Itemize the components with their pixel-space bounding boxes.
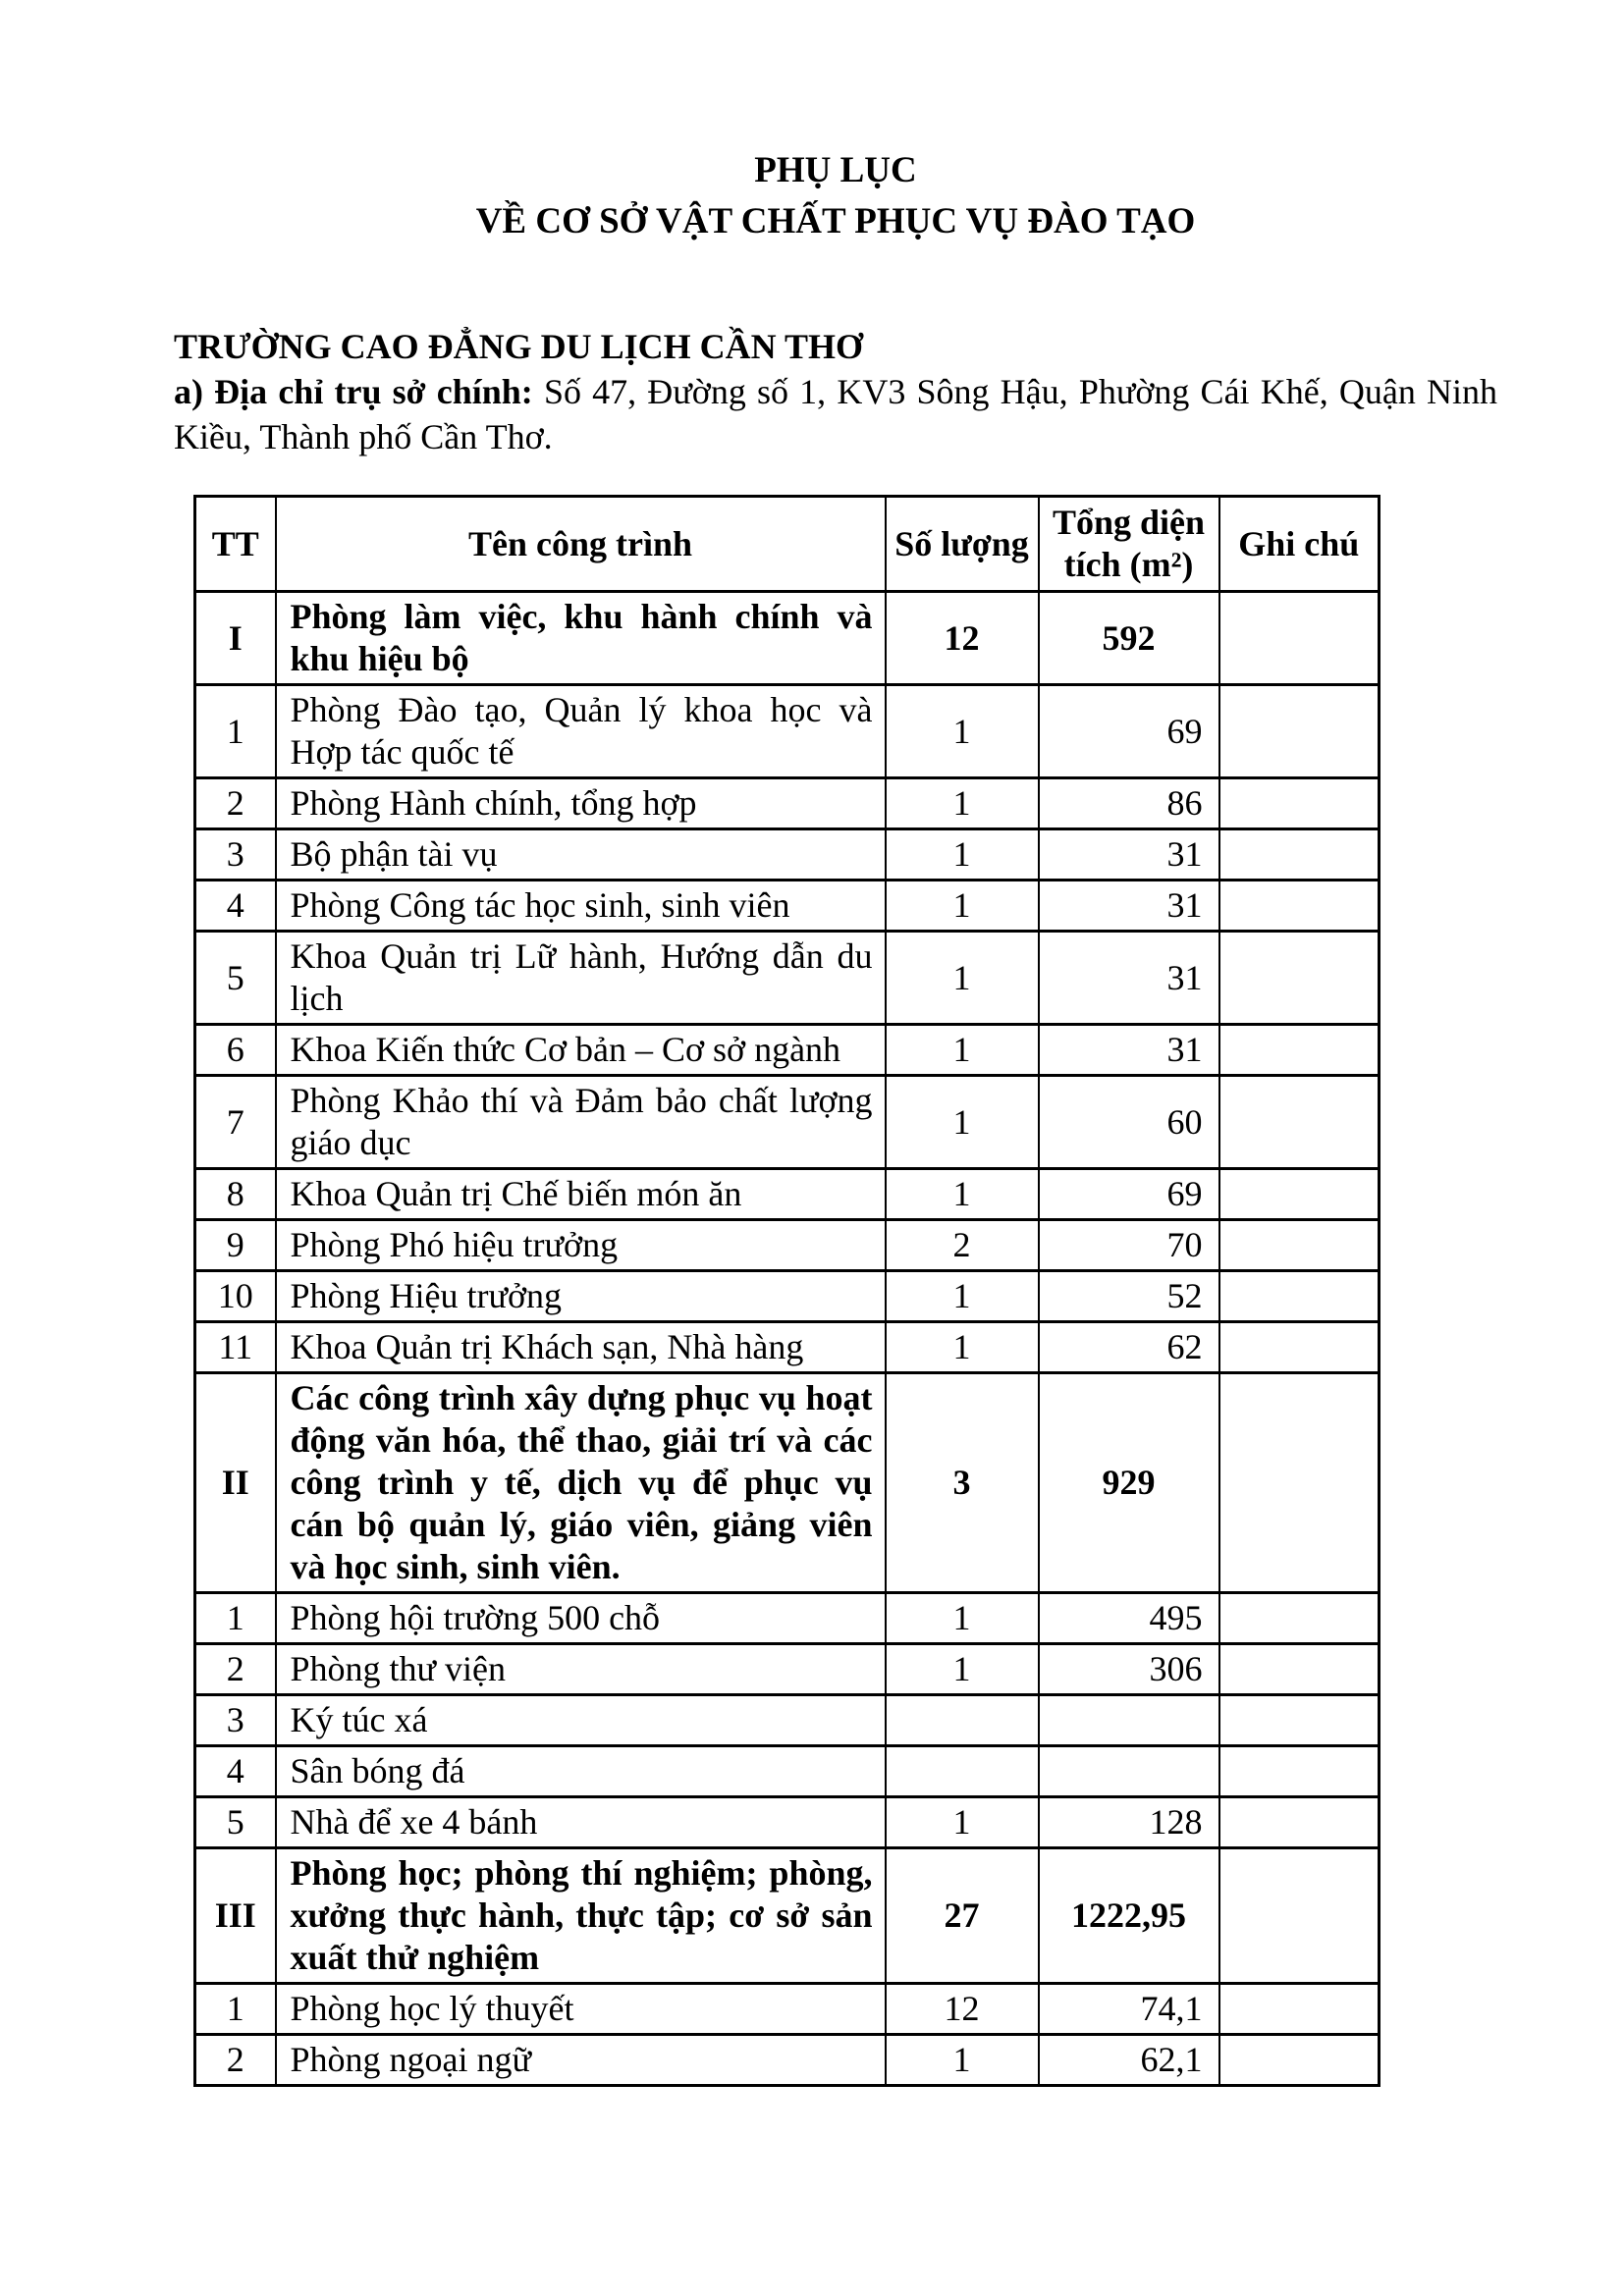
row-index-cell: 9: [195, 1220, 276, 1271]
facility-name-cell: Phòng Hành chính, tổng hợp: [276, 778, 886, 829]
note-cell: [1219, 1169, 1380, 1220]
row-index-cell: 5: [195, 1797, 276, 1848]
note-cell: [1219, 1746, 1380, 1797]
header-cell-note: Ghi chú: [1219, 497, 1380, 592]
row-index-cell: I: [195, 592, 276, 685]
note-cell: [1219, 1220, 1380, 1271]
quantity-cell: 12: [886, 592, 1039, 685]
note-cell: [1219, 1373, 1380, 1593]
school-name: TRƯỜNG CAO ĐẲNG DU LỊCH CẦN THƠ: [174, 327, 864, 366]
note-cell: [1219, 1076, 1380, 1169]
row-index-cell: 4: [195, 1746, 276, 1797]
facility-name-cell: Phòng Đào tạo, Quản lý khoa học và Hợp tác quốc tế: [276, 685, 886, 778]
table-row: [195, 1593, 1380, 1644]
note-cell: [1219, 778, 1380, 829]
area-cell: 69: [1039, 1169, 1219, 1220]
section-row: [195, 592, 1380, 685]
header-row: [195, 497, 1380, 592]
table-row: [195, 829, 1380, 881]
area-cell: 592: [1039, 592, 1219, 685]
quantity-cell: 1: [886, 1076, 1039, 1169]
facility-name-cell: Phòng Khảo thí và Đảm bảo chất lượng giáo dục: [276, 1076, 886, 1169]
table-row: [195, 1025, 1380, 1076]
area-cell: 31: [1039, 932, 1219, 1025]
header-cell-area: Tổng diện tích (m²): [1039, 497, 1219, 592]
table-row: [195, 685, 1380, 778]
row-index-cell: 5: [195, 932, 276, 1025]
row-index-cell: 1: [195, 1593, 276, 1644]
area-cell: 31: [1039, 1025, 1219, 1076]
table-row: [195, 932, 1380, 1025]
quantity-cell: 1: [886, 685, 1039, 778]
area-cell: 31: [1039, 881, 1219, 932]
facility-name-cell: Sân bóng đá: [276, 1746, 886, 1797]
quantity-cell: 1: [886, 1271, 1039, 1322]
row-index-cell: 4: [195, 881, 276, 932]
row-index-cell: 3: [195, 829, 276, 881]
row-index-cell: III: [195, 1848, 276, 1984]
area-cell: 1222,95: [1039, 1848, 1219, 1984]
area-cell: 60: [1039, 1076, 1219, 1169]
quantity-cell: 2: [886, 1220, 1039, 1271]
header-cell-tt: TT: [195, 497, 276, 592]
row-index-cell: 1: [195, 685, 276, 778]
facility-name-cell: Phòng Phó hiệu trưởng: [276, 1220, 886, 1271]
table-row: [195, 1271, 1380, 1322]
table-row: [195, 881, 1380, 932]
note-cell: [1219, 829, 1380, 881]
area-cell: 69: [1039, 685, 1219, 778]
area-cell: 62: [1039, 1322, 1219, 1373]
address-label: a) Địa chỉ trụ sở chính:: [174, 372, 533, 411]
row-index-cell: 6: [195, 1025, 276, 1076]
facilities-table: [193, 495, 1380, 2087]
header-cell-name: Tên công trình: [276, 497, 886, 592]
facility-name-cell: Khoa Quản trị Lữ hành, Hướng dẫn du lịch: [276, 932, 886, 1025]
quantity-cell: 1: [886, 829, 1039, 881]
facility-name-cell: Phòng Công tác học sinh, sinh viên: [276, 881, 886, 932]
note-cell: [1219, 1695, 1380, 1746]
quantity-cell: [886, 1746, 1039, 1797]
table-row: [195, 1746, 1380, 1797]
facility-name-cell: Các công trình xây dựng phục vụ hoạt động văn hóa, thể thao, giải trí và các công trình y tế, dịch vụ để phục vụ cán bộ quản lý, giáo viên, giảng viên và học sinh, sinh viên.: [276, 1373, 886, 1593]
quantity-cell: 3: [886, 1373, 1039, 1593]
row-index-cell: 11: [195, 1322, 276, 1373]
note-cell: [1219, 685, 1380, 778]
quantity-cell: [886, 1695, 1039, 1746]
quantity-cell: 1: [886, 2035, 1039, 2086]
section-row: [195, 1848, 1380, 1984]
facility-name-cell: Phòng hội trường 500 chỗ: [276, 1593, 886, 1644]
area-cell: [1039, 1695, 1219, 1746]
facility-name-cell: Khoa Quản trị Chế biến món ăn: [276, 1169, 886, 1220]
facilities-table-header: [195, 497, 1380, 592]
table-row: [195, 1797, 1380, 1848]
row-index-cell: 8: [195, 1169, 276, 1220]
quantity-cell: 1: [886, 881, 1039, 932]
table-row: [195, 2035, 1380, 2086]
area-cell: 74,1: [1039, 1984, 1219, 2035]
note-cell: [1219, 932, 1380, 1025]
area-cell: 62,1: [1039, 2035, 1219, 2086]
document-title-line1: PHỤ LỤC: [754, 150, 917, 190]
quantity-cell: 1: [886, 1593, 1039, 1644]
quantity-cell: 1: [886, 1025, 1039, 1076]
quantity-cell: 27: [886, 1848, 1039, 1984]
row-index-cell: II: [195, 1373, 276, 1593]
table-row: [195, 1322, 1380, 1373]
facility-name-cell: Ký túc xá: [276, 1695, 886, 1746]
facility-name-cell: Phòng làm việc, khu hành chính và khu hiệu bộ: [276, 592, 886, 685]
area-cell: 52: [1039, 1271, 1219, 1322]
facility-name-cell: Khoa Kiến thức Cơ bản – Cơ sở ngành: [276, 1025, 886, 1076]
facility-name-cell: Phòng Hiệu trưởng: [276, 1271, 886, 1322]
quantity-cell: 1: [886, 1169, 1039, 1220]
document-title: [174, 145, 1497, 247]
note-cell: [1219, 1984, 1380, 2035]
table-row: [195, 1644, 1380, 1695]
note-cell: [1219, 1322, 1380, 1373]
quantity-cell: 1: [886, 932, 1039, 1025]
row-index-cell: 1: [195, 1984, 276, 2035]
document-title-line2: VỀ CƠ SỞ VẬT CHẤT PHỤC VỤ ĐÀO TẠO: [475, 201, 1196, 241]
area-cell: 128: [1039, 1797, 1219, 1848]
note-cell: [1219, 1644, 1380, 1695]
table-row: [195, 1169, 1380, 1220]
area-cell: 86: [1039, 778, 1219, 829]
section-row: [195, 1373, 1380, 1593]
area-cell: 306: [1039, 1644, 1219, 1695]
area-cell: 31: [1039, 829, 1219, 881]
address-text: Số 47, Đường số 1, KV3 Sông Hậu, Phường Cái Khế, Quận Ninh Kiều, Thành phố Cần Thơ.: [174, 372, 1497, 456]
facilities-table-body: [195, 592, 1380, 2086]
row-index-cell: 3: [195, 1695, 276, 1746]
table-row: [195, 1220, 1380, 1271]
facility-name-cell: Phòng học; phòng thí nghiệm; phòng, xưởng thực hành, thực tập; cơ sở sản xuất thử nghiệm: [276, 1848, 886, 1984]
row-index-cell: 7: [195, 1076, 276, 1169]
row-index-cell: 2: [195, 778, 276, 829]
address-paragraph: [174, 369, 1497, 459]
row-index-cell: 2: [195, 2035, 276, 2086]
row-index-cell: 2: [195, 1644, 276, 1695]
quantity-cell: 1: [886, 1797, 1039, 1848]
facility-name-cell: Khoa Quản trị Khách sạn, Nhà hàng: [276, 1322, 886, 1373]
area-cell: 70: [1039, 1220, 1219, 1271]
facility-name-cell: Phòng thư viện: [276, 1644, 886, 1695]
note-cell: [1219, 881, 1380, 932]
facility-name-cell: Bộ phận tài vụ: [276, 829, 886, 881]
area-cell: 495: [1039, 1593, 1219, 1644]
note-cell: [1219, 1025, 1380, 1076]
quantity-cell: 12: [886, 1984, 1039, 2035]
header-cell-quantity: Số lượng: [886, 497, 1039, 592]
quantity-cell: 1: [886, 1644, 1039, 1695]
table-row: [195, 1984, 1380, 2035]
note-cell: [1219, 1848, 1380, 1984]
row-index-cell: 10: [195, 1271, 276, 1322]
table-row: [195, 778, 1380, 829]
note-cell: [1219, 592, 1380, 685]
area-cell: 929: [1039, 1373, 1219, 1593]
note-cell: [1219, 1593, 1380, 1644]
table-row: [195, 1076, 1380, 1169]
facility-name-cell: Phòng ngoại ngữ: [276, 2035, 886, 2086]
area-cell: [1039, 1746, 1219, 1797]
quantity-cell: 1: [886, 778, 1039, 829]
table-row: [195, 1695, 1380, 1746]
facility-name-cell: Phòng học lý thuyết: [276, 1984, 886, 2035]
quantity-cell: 1: [886, 1322, 1039, 1373]
note-cell: [1219, 1271, 1380, 1322]
note-cell: [1219, 1797, 1380, 1848]
note-cell: [1219, 2035, 1380, 2086]
facility-name-cell: Nhà để xe 4 bánh: [276, 1797, 886, 1848]
